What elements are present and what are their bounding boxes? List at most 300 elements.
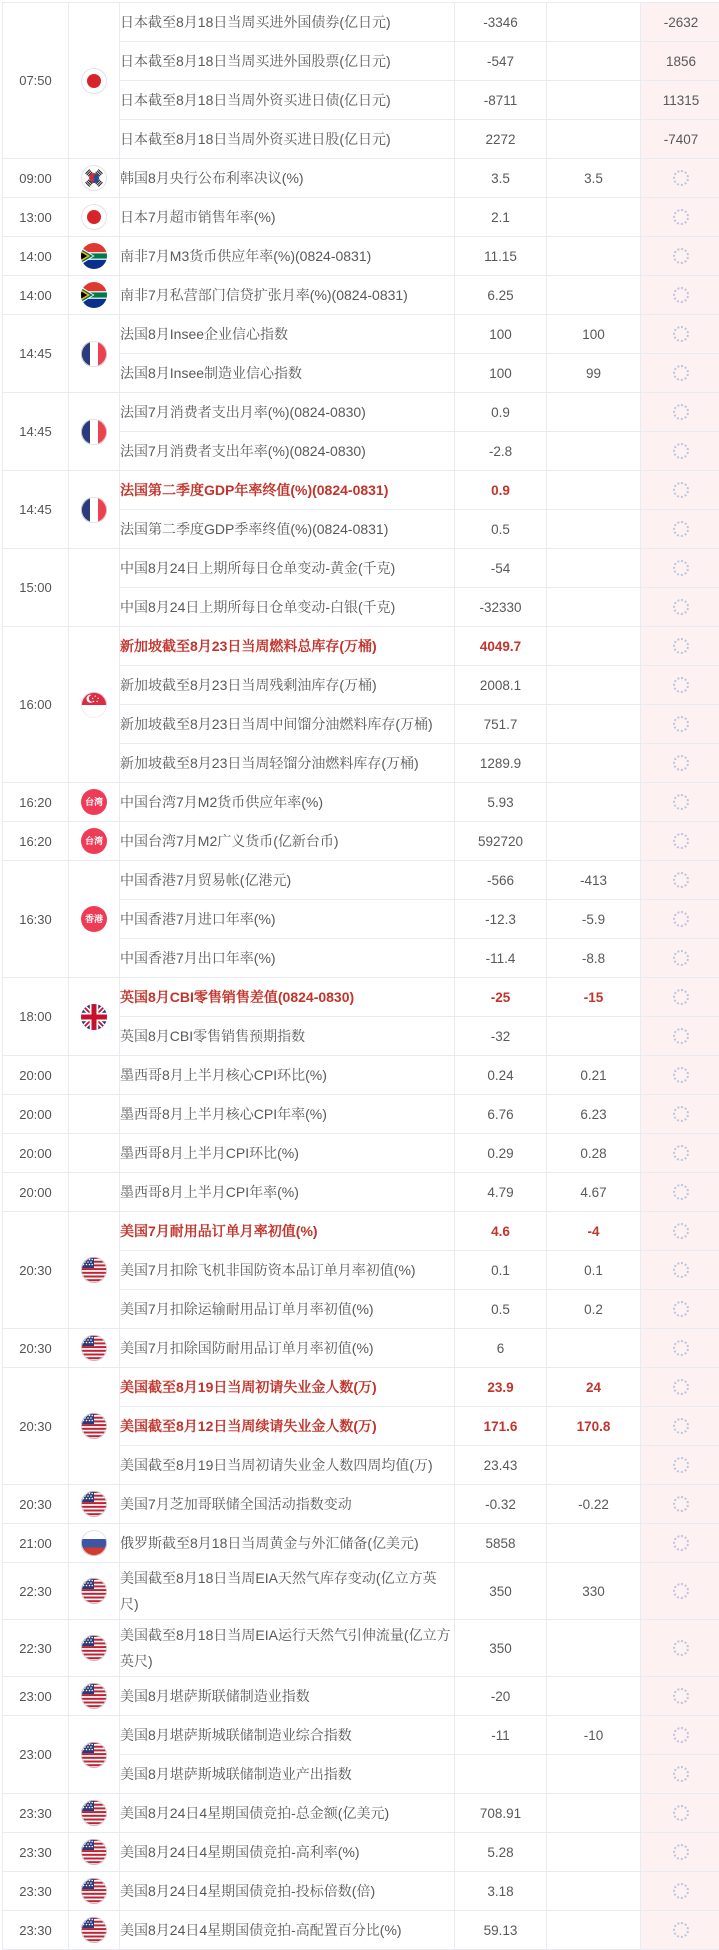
flag-cell bbox=[69, 1833, 120, 1872]
previous-value bbox=[641, 1524, 719, 1563]
event-name: 美国8月24日4星期国债竞拍-投标倍数(倍) bbox=[120, 1872, 455, 1911]
flag-cell bbox=[69, 822, 120, 861]
forecast-value: 99 bbox=[547, 354, 641, 393]
event-name: 中国8月24日上期所每日仓单变动-白银(千克) bbox=[120, 588, 455, 627]
event-name: 日本截至8月18日当周外资买进日债(亿日元) bbox=[120, 81, 455, 120]
table-row bbox=[3, 822, 719, 861]
time-cell: 20:00 bbox=[3, 1056, 69, 1095]
forecast-value: -8.8 bbox=[547, 939, 641, 978]
forecast-value bbox=[547, 1620, 641, 1677]
loading-spinner-icon bbox=[673, 287, 689, 303]
flag-cell bbox=[69, 1716, 120, 1794]
flag-cell bbox=[69, 1056, 120, 1095]
event-name: 中国香港7月进口年率(%) bbox=[120, 900, 455, 939]
table-row bbox=[3, 198, 719, 237]
forecast-value bbox=[547, 198, 641, 237]
loading-spinner-icon bbox=[673, 1262, 689, 1278]
usa-flag-icon bbox=[81, 1257, 107, 1283]
time-cell: 23:30 bbox=[3, 1833, 69, 1872]
forecast-value bbox=[547, 1794, 641, 1833]
flag-cell bbox=[69, 159, 120, 198]
table-row bbox=[3, 549, 719, 588]
time-cell: 14:45 bbox=[3, 315, 69, 393]
event-name: 日本截至8月18日当周买进外国股票(亿日元) bbox=[120, 42, 455, 81]
previous-value bbox=[641, 666, 719, 705]
time-cell: 15:00 bbox=[3, 549, 69, 627]
actual-value: 23.9 bbox=[455, 1368, 547, 1407]
event-name: 法国第二季度GDP季率终值(%)(0824-0831) bbox=[120, 510, 455, 549]
actual-value: -20 bbox=[455, 1677, 547, 1716]
loading-spinner-icon bbox=[673, 1922, 689, 1938]
forecast-value bbox=[547, 237, 641, 276]
time-cell: 16:20 bbox=[3, 822, 69, 861]
france-flag-icon bbox=[81, 419, 107, 445]
event-name: 墨西哥8月上半月CPI年率(%) bbox=[120, 1173, 455, 1212]
forecast-value: 3.5 bbox=[547, 159, 641, 198]
forecast-value: -15 bbox=[547, 978, 641, 1017]
event-name: 美国8月堪萨斯城联储制造业综合指数 bbox=[120, 1716, 455, 1755]
time-cell: 16:00 bbox=[3, 627, 69, 783]
actual-value: 2008.1 bbox=[455, 666, 547, 705]
usa-flag-icon bbox=[81, 1878, 107, 1904]
actual-value: -566 bbox=[455, 861, 547, 900]
forecast-value bbox=[547, 1524, 641, 1563]
event-name: 美国截至8月18日当周EIA运行天然气引伸流量(亿立方英尺) bbox=[120, 1620, 455, 1677]
flag-cell bbox=[69, 1872, 120, 1911]
south-korea-flag-icon bbox=[81, 165, 107, 191]
actual-value: -2.8 bbox=[455, 432, 547, 471]
flag-cell bbox=[69, 237, 120, 276]
time-cell: 13:00 bbox=[3, 198, 69, 237]
event-name: 美国8月24日4星期国债竞拍-高利率(%) bbox=[120, 1833, 455, 1872]
actual-value: 5858 bbox=[455, 1524, 547, 1563]
loading-spinner-icon bbox=[673, 326, 689, 342]
table-row bbox=[3, 315, 719, 354]
table-row bbox=[3, 1677, 719, 1716]
time-cell: 23:30 bbox=[3, 1794, 69, 1833]
time-cell: 09:00 bbox=[3, 159, 69, 198]
forecast-value bbox=[547, 1677, 641, 1716]
table-row bbox=[3, 1911, 719, 1950]
forecast-value bbox=[547, 822, 641, 861]
event-name: 墨西哥8月上半月核心CPI环比(%) bbox=[120, 1056, 455, 1095]
event-name: 日本截至8月18日当周买进外国债券(亿日元) bbox=[120, 3, 455, 42]
flag-cell bbox=[69, 315, 120, 393]
previous-value bbox=[641, 1620, 719, 1677]
forecast-value bbox=[547, 744, 641, 783]
event-name: 美国8月24日4星期国债竞拍-高配置百分比(%) bbox=[120, 1911, 455, 1950]
event-name: 新加坡截至8月23日当周中间馏分油燃料库存(万桶) bbox=[120, 705, 455, 744]
actual-value: 3.5 bbox=[455, 159, 547, 198]
forecast-value bbox=[547, 120, 641, 159]
table-row bbox=[3, 1134, 719, 1173]
loading-spinner-icon bbox=[673, 1883, 689, 1899]
time-cell: 20:30 bbox=[3, 1368, 69, 1485]
actual-value: 59.13 bbox=[455, 1911, 547, 1950]
event-name: 美国7月耐用品订单月率初值(%) bbox=[120, 1212, 455, 1251]
previous-value bbox=[641, 354, 719, 393]
time-cell: 14:45 bbox=[3, 393, 69, 471]
previous-value bbox=[641, 978, 719, 1017]
flag-cell bbox=[69, 1620, 120, 1677]
previous-value bbox=[641, 432, 719, 471]
actual-value: 6.76 bbox=[455, 1095, 547, 1134]
event-name: 美国8月堪萨斯联储制造业指数 bbox=[120, 1677, 455, 1716]
table-row bbox=[3, 1173, 719, 1212]
previous-value bbox=[641, 1212, 719, 1251]
previous-value bbox=[641, 1446, 719, 1485]
event-name: 法国7月消费者支出月率(%)(0824-0830) bbox=[120, 393, 455, 432]
flag-cell bbox=[69, 1329, 120, 1368]
event-name: 美国8月24日4星期国债竞拍-总金额(亿美元) bbox=[120, 1794, 455, 1833]
event-name: 日本7月超市销售年率(%) bbox=[120, 198, 455, 237]
loading-spinner-icon bbox=[673, 1535, 689, 1551]
forecast-value bbox=[547, 666, 641, 705]
flag-cell bbox=[69, 276, 120, 315]
flag-cell bbox=[69, 1911, 120, 1950]
loading-spinner-icon bbox=[673, 794, 689, 810]
time-cell: 16:20 bbox=[3, 783, 69, 822]
event-name: 美国7月扣除运输耐用品订单月率初值(%) bbox=[120, 1290, 455, 1329]
actual-value: 350 bbox=[455, 1620, 547, 1677]
actual-value: -11.4 bbox=[455, 939, 547, 978]
loading-spinner-icon bbox=[673, 716, 689, 732]
japan-flag-icon bbox=[81, 68, 107, 94]
table-row bbox=[3, 1095, 719, 1134]
previous-value bbox=[641, 1911, 719, 1950]
time-cell: 20:00 bbox=[3, 1173, 69, 1212]
actual-value: -32330 bbox=[455, 588, 547, 627]
forecast-value bbox=[547, 393, 641, 432]
loading-spinner-icon bbox=[673, 365, 689, 381]
loading-spinner-icon bbox=[673, 170, 689, 186]
actual-value: 751.7 bbox=[455, 705, 547, 744]
previous-value bbox=[641, 1134, 719, 1173]
economic-calendar-table bbox=[2, 2, 719, 1950]
flag-cell bbox=[69, 783, 120, 822]
russia-flag-icon bbox=[81, 1530, 107, 1556]
forecast-value: 0.1 bbox=[547, 1251, 641, 1290]
forecast-value bbox=[547, 510, 641, 549]
loading-spinner-icon bbox=[673, 1301, 689, 1317]
actual-value: 0.5 bbox=[455, 1290, 547, 1329]
table-row bbox=[3, 783, 719, 822]
usa-flag-icon bbox=[81, 1413, 107, 1439]
loading-spinner-icon bbox=[673, 911, 689, 927]
loading-spinner-icon bbox=[673, 1583, 689, 1599]
forecast-value: 100 bbox=[547, 315, 641, 354]
france-flag-icon bbox=[81, 497, 107, 523]
event-name: 法国8月Insee企业信心指数 bbox=[120, 315, 455, 354]
previous-value: 11315 bbox=[641, 81, 719, 120]
actual-value: -54 bbox=[455, 549, 547, 588]
actual-value: 23.43 bbox=[455, 1446, 547, 1485]
forecast-value bbox=[547, 705, 641, 744]
time-cell: 20:30 bbox=[3, 1485, 69, 1524]
event-name: 新加坡截至8月23日当周轻馏分油燃料库存(万桶) bbox=[120, 744, 455, 783]
loading-spinner-icon bbox=[673, 1727, 689, 1743]
flag-cell bbox=[69, 393, 120, 471]
previous-value bbox=[641, 1485, 719, 1524]
loading-spinner-icon bbox=[673, 443, 689, 459]
previous-value bbox=[641, 1833, 719, 1872]
previous-value bbox=[641, 1677, 719, 1716]
time-cell: 14:45 bbox=[3, 471, 69, 549]
actual-value: 2.1 bbox=[455, 198, 547, 237]
actual-value: 0.5 bbox=[455, 510, 547, 549]
actual-value: 4049.7 bbox=[455, 627, 547, 666]
usa-flag-icon bbox=[81, 1917, 107, 1943]
table-row bbox=[3, 3, 719, 42]
forecast-value bbox=[547, 432, 641, 471]
previous-value bbox=[641, 783, 719, 822]
forecast-value bbox=[547, 1017, 641, 1056]
forecast-value bbox=[547, 276, 641, 315]
event-name: 中国香港7月贸易帐(亿港元) bbox=[120, 861, 455, 900]
loading-spinner-icon bbox=[673, 1496, 689, 1512]
event-name: 法国8月Insee制造业信心指数 bbox=[120, 354, 455, 393]
forecast-value bbox=[547, 81, 641, 120]
table-row bbox=[3, 978, 719, 1017]
forecast-value bbox=[547, 3, 641, 42]
flag-cell bbox=[69, 1485, 120, 1524]
loading-spinner-icon bbox=[673, 1457, 689, 1473]
actual-value: 0.29 bbox=[455, 1134, 547, 1173]
flag-cell bbox=[69, 1134, 120, 1173]
loading-spinner-icon bbox=[673, 872, 689, 888]
loading-spinner-icon bbox=[673, 521, 689, 537]
loading-spinner-icon bbox=[673, 638, 689, 654]
event-name: 美国8月堪萨斯城联储制造业产出指数 bbox=[120, 1755, 455, 1794]
previous-value bbox=[641, 510, 719, 549]
usa-flag-icon bbox=[81, 1742, 107, 1768]
table-row bbox=[3, 1620, 719, 1677]
event-name: 新加坡截至8月23日当周残剩油库存(万桶) bbox=[120, 666, 455, 705]
previous-value bbox=[641, 1407, 719, 1446]
previous-value bbox=[641, 393, 719, 432]
flag-cell bbox=[69, 198, 120, 237]
previous-value bbox=[641, 1755, 719, 1794]
usa-flag-icon bbox=[81, 1683, 107, 1709]
loading-spinner-icon bbox=[673, 404, 689, 420]
event-name: 中国香港7月出口年率(%) bbox=[120, 939, 455, 978]
table-row bbox=[3, 861, 719, 900]
table-row bbox=[3, 1056, 719, 1095]
time-cell: 14:00 bbox=[3, 237, 69, 276]
flag-cell bbox=[69, 1173, 120, 1212]
time-cell: 23:00 bbox=[3, 1677, 69, 1716]
event-name: 中国8月24日上期所每日仓单变动-黄金(千克) bbox=[120, 549, 455, 588]
flag-cell bbox=[69, 1368, 120, 1485]
actual-value: 708.91 bbox=[455, 1794, 547, 1833]
time-cell: 20:00 bbox=[3, 1134, 69, 1173]
forecast-value: -413 bbox=[547, 861, 641, 900]
actual-value: 100 bbox=[455, 315, 547, 354]
event-name: 英国8月CBI零售销售差值(0824-0830) bbox=[120, 978, 455, 1017]
flag-cell bbox=[69, 1524, 120, 1563]
japan-flag-icon bbox=[81, 204, 107, 230]
loading-spinner-icon bbox=[673, 989, 689, 1005]
event-name: 墨西哥8月上半月核心CPI年率(%) bbox=[120, 1095, 455, 1134]
event-name: 韩国8月央行公布利率决议(%) bbox=[120, 159, 455, 198]
time-cell: 20:30 bbox=[3, 1329, 69, 1368]
actual-value: 4.6 bbox=[455, 1212, 547, 1251]
south-africa-flag-icon bbox=[81, 282, 107, 308]
previous-value bbox=[641, 1017, 719, 1056]
south-africa-flag-icon bbox=[81, 243, 107, 269]
forecast-value: -0.22 bbox=[547, 1485, 641, 1524]
forecast-value: 0.2 bbox=[547, 1290, 641, 1329]
forecast-value bbox=[547, 1833, 641, 1872]
event-name: 墨西哥8月上半月CPI环比(%) bbox=[120, 1134, 455, 1173]
actual-value: 100 bbox=[455, 354, 547, 393]
uk-flag-icon bbox=[81, 1004, 107, 1030]
actual-value: 0.9 bbox=[455, 393, 547, 432]
previous-value bbox=[641, 1056, 719, 1095]
forecast-value bbox=[547, 588, 641, 627]
actual-value: 3.18 bbox=[455, 1872, 547, 1911]
loading-spinner-icon bbox=[673, 950, 689, 966]
table-row bbox=[3, 276, 719, 315]
time-cell: 20:00 bbox=[3, 1095, 69, 1134]
forecast-value: 330 bbox=[547, 1563, 641, 1620]
loading-spinner-icon bbox=[673, 833, 689, 849]
loading-spinner-icon bbox=[673, 560, 689, 576]
previous-value bbox=[641, 1872, 719, 1911]
event-name: 美国截至8月18日当周EIA天然气库存变动(亿立方英尺) bbox=[120, 1563, 455, 1620]
event-name: 美国截至8月19日当周初请失业金人数四周均值(万) bbox=[120, 1446, 455, 1485]
actual-value: 0.9 bbox=[455, 471, 547, 510]
previous-value bbox=[641, 1290, 719, 1329]
actual-value: -547 bbox=[455, 42, 547, 81]
singapore-flag-icon bbox=[81, 692, 107, 718]
time-cell: 23:00 bbox=[3, 1716, 69, 1794]
event-name: 美国7月扣除飞机非国防资本品订单月率初值(%) bbox=[120, 1251, 455, 1290]
previous-value bbox=[641, 1368, 719, 1407]
actual-value: 11.15 bbox=[455, 237, 547, 276]
actual-value: 1289.9 bbox=[455, 744, 547, 783]
previous-value: -2632 bbox=[641, 3, 719, 42]
actual-value: 350 bbox=[455, 1563, 547, 1620]
event-name: 新加坡截至8月23日当周燃料总库存(万桶) bbox=[120, 627, 455, 666]
previous-value bbox=[641, 744, 719, 783]
actual-value: 4.79 bbox=[455, 1173, 547, 1212]
event-name: 日本截至8月18日当周外资买进日股(亿日元) bbox=[120, 120, 455, 159]
flag-cell bbox=[69, 1212, 120, 1329]
table-row bbox=[3, 1485, 719, 1524]
previous-value bbox=[641, 627, 719, 666]
forecast-value: 0.21 bbox=[547, 1056, 641, 1095]
event-name: 法国7月消费者支出年率(%)(0824-0830) bbox=[120, 432, 455, 471]
table-row bbox=[3, 1833, 719, 1872]
previous-value bbox=[641, 1095, 719, 1134]
table-row bbox=[3, 1563, 719, 1620]
loading-spinner-icon bbox=[673, 599, 689, 615]
loading-spinner-icon bbox=[673, 209, 689, 225]
forecast-value: -10 bbox=[547, 1716, 641, 1755]
time-cell: 18:00 bbox=[3, 978, 69, 1056]
table-row bbox=[3, 159, 719, 198]
flag-cell bbox=[69, 1095, 120, 1134]
forecast-value: 170.8 bbox=[547, 1407, 641, 1446]
actual-value: -25 bbox=[455, 978, 547, 1017]
forecast-value: 0.28 bbox=[547, 1134, 641, 1173]
loading-spinner-icon bbox=[673, 1106, 689, 1122]
usa-flag-icon bbox=[81, 1839, 107, 1865]
forecast-value bbox=[547, 1755, 641, 1794]
previous-value: 1856 bbox=[641, 42, 719, 81]
flag-cell bbox=[69, 1794, 120, 1833]
event-name: 俄罗斯截至8月18日当周黄金与外汇储备(亿美元) bbox=[120, 1524, 455, 1563]
actual-value bbox=[455, 1755, 547, 1794]
previous-value bbox=[641, 1794, 719, 1833]
usa-flag-icon bbox=[81, 1578, 107, 1604]
event-name: 中国台湾7月M2广义货币(亿新台币) bbox=[120, 822, 455, 861]
loading-spinner-icon bbox=[673, 1067, 689, 1083]
actual-value: -32 bbox=[455, 1017, 547, 1056]
table-row bbox=[3, 627, 719, 666]
previous-value bbox=[641, 705, 719, 744]
flag-cell bbox=[69, 3, 120, 159]
loading-spinner-icon bbox=[673, 1145, 689, 1161]
previous-value bbox=[641, 471, 719, 510]
table-row bbox=[3, 237, 719, 276]
table-row bbox=[3, 1794, 719, 1833]
actual-value: -12.3 bbox=[455, 900, 547, 939]
forecast-value bbox=[547, 471, 641, 510]
forecast-value bbox=[547, 1872, 641, 1911]
time-cell: 16:30 bbox=[3, 861, 69, 978]
taiwan-badge-icon: 台湾 bbox=[81, 828, 107, 854]
taiwan-badge-icon: 台湾 bbox=[81, 789, 107, 815]
forecast-value bbox=[547, 627, 641, 666]
forecast-value: -4 bbox=[547, 1212, 641, 1251]
actual-value: 0.1 bbox=[455, 1251, 547, 1290]
loading-spinner-icon bbox=[673, 1340, 689, 1356]
forecast-value bbox=[547, 549, 641, 588]
forecast-value: 6.23 bbox=[547, 1095, 641, 1134]
event-name: 英国8月CBI零售销售预期指数 bbox=[120, 1017, 455, 1056]
usa-flag-icon bbox=[81, 1800, 107, 1826]
forecast-value bbox=[547, 42, 641, 81]
usa-flag-icon bbox=[81, 1635, 107, 1661]
previous-value bbox=[641, 1563, 719, 1620]
usa-flag-icon bbox=[81, 1335, 107, 1361]
time-cell: 07:50 bbox=[3, 3, 69, 159]
previous-value: -7407 bbox=[641, 120, 719, 159]
table-row bbox=[3, 471, 719, 510]
forecast-value bbox=[547, 1446, 641, 1485]
time-cell: 20:30 bbox=[3, 1212, 69, 1329]
loading-spinner-icon bbox=[673, 1379, 689, 1395]
hong-kong-badge-icon: 香港 bbox=[81, 906, 107, 932]
table-row bbox=[3, 1329, 719, 1368]
time-cell: 22:30 bbox=[3, 1620, 69, 1677]
forecast-value bbox=[547, 783, 641, 822]
forecast-value: 24 bbox=[547, 1368, 641, 1407]
previous-value bbox=[641, 237, 719, 276]
loading-spinner-icon bbox=[673, 1805, 689, 1821]
time-cell: 23:30 bbox=[3, 1911, 69, 1950]
previous-value bbox=[641, 549, 719, 588]
loading-spinner-icon bbox=[673, 1418, 689, 1434]
loading-spinner-icon bbox=[673, 1766, 689, 1782]
table-row bbox=[3, 1368, 719, 1407]
event-name: 中国台湾7月M2货币供应年率(%) bbox=[120, 783, 455, 822]
event-name: 美国截至8月12日当周续请失业金人数(万) bbox=[120, 1407, 455, 1446]
actual-value: -11 bbox=[455, 1716, 547, 1755]
table-row bbox=[3, 1524, 719, 1563]
